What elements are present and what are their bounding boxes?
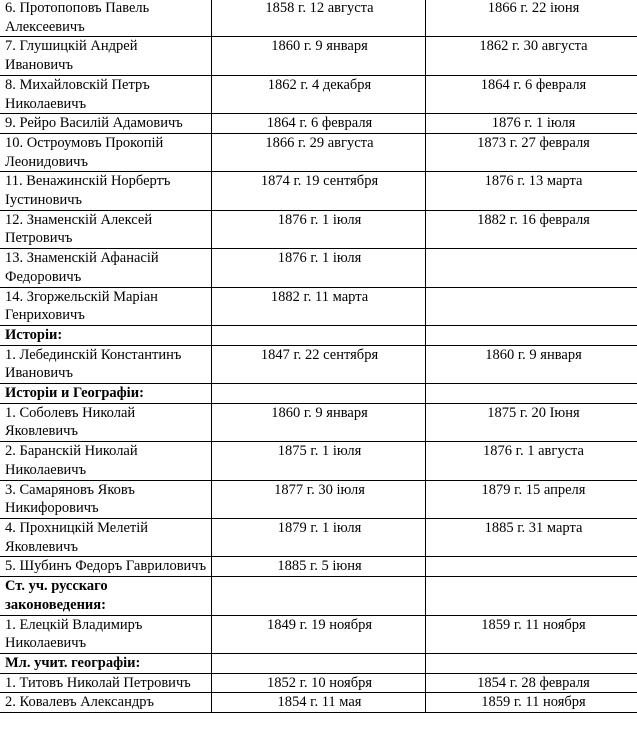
- start-date-cell: 1866 г. 29 августа: [212, 133, 426, 171]
- teacher-name-cell: Исторіи и Географіи:: [0, 384, 212, 404]
- start-date-cell: 1879 г. 1 іюля: [212, 518, 426, 556]
- table-row: [0, 615, 637, 653]
- end-date-cell: [426, 577, 637, 615]
- end-date-cell: 1876 г. 1 іюля: [426, 114, 637, 134]
- end-date-cell: 1875 г. 20 Іюня: [426, 403, 637, 441]
- section-header-row: [0, 577, 637, 615]
- table-row: [0, 133, 637, 171]
- start-date-cell: 1875 г. 1 іюля: [212, 442, 426, 480]
- teacher-name-cell: 7. Глушицкій Андрей Ивановичъ: [0, 37, 212, 75]
- teacher-name-cell: 14. Згоржельскій Маріан Генриховичъ: [0, 287, 212, 325]
- teacher-name-cell: 10. Остроумовъ Прокопій Леонидовичъ: [0, 133, 212, 171]
- teacher-name-cell: 3. Самаряновъ Яковъ Никифоровичъ: [0, 480, 212, 518]
- end-date-cell: 1866 г. 22 іюня: [426, 0, 637, 37]
- teacher-name-cell: 4. Прохницкій Мелетій Яковлевичъ: [0, 518, 212, 556]
- start-date-cell: 1852 г. 10 ноября: [212, 673, 426, 693]
- end-date-cell: 1862 г. 30 августа: [426, 37, 637, 75]
- teacher-name-cell: Ст. уч. русскаго законоведения:: [0, 577, 212, 615]
- teacher-name-cell: 9. Рейро Василій Адамовичъ: [0, 114, 212, 134]
- teacher-name-cell: 5. Шубинъ Федоръ Гавриловичъ: [0, 557, 212, 577]
- table-row: [0, 518, 637, 556]
- teacher-name-cell: 12. Знаменскій Алексей Петровичъ: [0, 210, 212, 248]
- table-row: [0, 172, 637, 210]
- start-date-cell: 1860 г. 9 января: [212, 403, 426, 441]
- start-date-cell: [212, 577, 426, 615]
- teacher-name-cell: 1. Титовъ Николай Петровичъ: [0, 673, 212, 693]
- teacher-name-cell: 2. Ковалевъ Александръ: [0, 693, 212, 713]
- section-header-row: [0, 325, 637, 345]
- start-date-cell: 1885 г. 5 іюня: [212, 557, 426, 577]
- teacher-name-cell: 13. Знаменскій Афанасій Федоровичъ: [0, 249, 212, 287]
- end-date-cell: 1854 г. 28 февраля: [426, 673, 637, 693]
- table-row: [0, 75, 637, 113]
- end-date-cell: 1859 г. 11 ноября: [426, 693, 637, 713]
- teacher-name-cell: 6. Протопоповъ Павель Алексеевичъ: [0, 0, 212, 37]
- teacher-name-cell: 8. Михайловскій Петръ Николаевичъ: [0, 75, 212, 113]
- start-date-cell: 1882 г. 11 марта: [212, 287, 426, 325]
- end-date-cell: 1859 г. 11 ноября: [426, 615, 637, 653]
- end-date-cell: 1879 г. 15 апреля: [426, 480, 637, 518]
- end-date-cell: [426, 384, 637, 404]
- teacher-name-cell: 2. Баранскій Николай Николаевичъ: [0, 442, 212, 480]
- start-date-cell: 1860 г. 9 января: [212, 37, 426, 75]
- start-date-cell: [212, 325, 426, 345]
- table-row: [0, 693, 637, 713]
- end-date-cell: 1876 г. 13 марта: [426, 172, 637, 210]
- start-date-cell: 1876 г. 1 іюля: [212, 210, 426, 248]
- table-row: [0, 480, 637, 518]
- start-date-cell: 1876 г. 1 іюля: [212, 249, 426, 287]
- teacher-name-cell: Исторіи:: [0, 325, 212, 345]
- start-date-cell: 1847 г. 22 сентября: [212, 345, 426, 383]
- start-date-cell: [212, 384, 426, 404]
- teacher-name-cell: 1. Елецкій Владимиръ Николаевичъ: [0, 615, 212, 653]
- table-row: [0, 403, 637, 441]
- table-row: [0, 673, 637, 693]
- start-date-cell: 1877 г. 30 іюля: [212, 480, 426, 518]
- end-date-cell: 1864 г. 6 февраля: [426, 75, 637, 113]
- end-date-cell: 1860 г. 9 января: [426, 345, 637, 383]
- end-date-cell: [426, 557, 637, 577]
- end-date-cell: 1885 г. 31 марта: [426, 518, 637, 556]
- end-date-cell: 1873 г. 27 февраля: [426, 133, 637, 171]
- start-date-cell: 1862 г. 4 декабря: [212, 75, 426, 113]
- section-header-row: [0, 384, 637, 404]
- teacher-name-cell: 1. Соболевъ Николай Яковлевичъ: [0, 403, 212, 441]
- teacher-name-cell: Мл. учит. географіи:: [0, 653, 212, 673]
- start-date-cell: 1864 г. 6 февраля: [212, 114, 426, 134]
- table-row: [0, 0, 637, 37]
- teacher-name-cell: 11. Венажинскій Норбертъ Іустиновичъ: [0, 172, 212, 210]
- table-row: [0, 345, 637, 383]
- table-row: [0, 114, 637, 134]
- table-row: [0, 442, 637, 480]
- table-row: [0, 210, 637, 248]
- start-date-cell: 1858 г. 12 августа: [212, 0, 426, 37]
- end-date-cell: [426, 249, 637, 287]
- end-date-cell: 1882 г. 16 февраля: [426, 210, 637, 248]
- start-date-cell: [212, 653, 426, 673]
- start-date-cell: 1849 г. 19 ноября: [212, 615, 426, 653]
- table-row: [0, 557, 637, 577]
- table-row: [0, 287, 637, 325]
- end-date-cell: [426, 325, 637, 345]
- table-row: [0, 37, 637, 75]
- teacher-name-cell: 1. Лебединскій Константинъ Ивановичъ: [0, 345, 212, 383]
- end-date-cell: [426, 653, 637, 673]
- start-date-cell: 1874 г. 19 сентября: [212, 172, 426, 210]
- end-date-cell: 1876 г. 1 августа: [426, 442, 637, 480]
- section-header-row: [0, 653, 637, 673]
- start-date-cell: 1854 г. 11 мая: [212, 693, 426, 713]
- end-date-cell: [426, 287, 637, 325]
- table-row: [0, 249, 637, 287]
